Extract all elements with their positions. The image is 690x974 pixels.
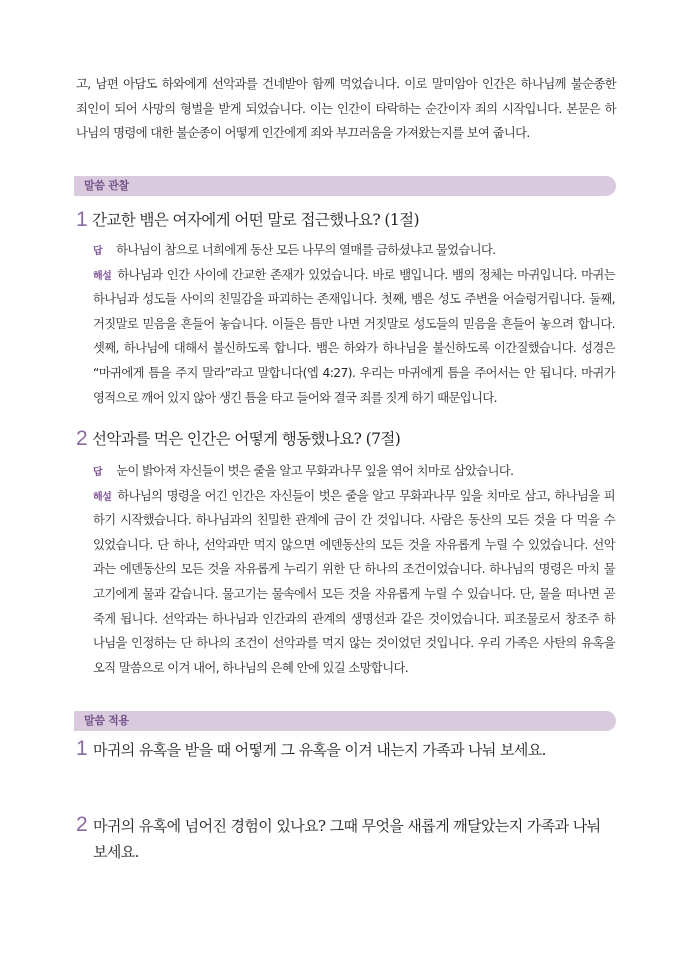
question-number: 1 (76, 208, 88, 231)
text-line: 고, 남편 아담도 하와에게 선악과를 건네받아 함께 먹었습니다. 이로 말미암아 인간은 하나님께 불순종한 (76, 77, 616, 91)
explain-line: 하기 시작했습니다. 하나님과의 친밀한 관계에 금이 간 것입니다. 사람은 동산의 모든 것을 다 먹을 수 (93, 513, 615, 528)
explain-line (93, 484, 615, 509)
question-number: 2 (76, 813, 88, 836)
explain-line: 하나님과 성도들 사이의 친밀감을 파괴하는 존재입니다. 첫째, 뱀은 성도 주변을 어슬렁거립니다. 둘째, (93, 292, 615, 307)
question-heading (76, 427, 400, 451)
answer-line (93, 238, 615, 263)
explain-line: 고기에게 물과 같습니다. 물고기는 물속에서 모든 것을 자유롭게 누릴 수 있습니다. 단, 물을 떠나면 곧 (93, 586, 615, 601)
section-title: 말씀 적용 (84, 714, 129, 727)
explain-line: 과는 에덴동산의 모든 것을 자유롭게 누리기 위한 단 하나의 조건이었습니다. 하나님의 명령은 마치 물 (93, 562, 615, 577)
explain-text: 하나님의 명령을 어긴 인간은 자신들이 벗은 줄을 알고 무화과나무 잎을 치마로 삼고, 하나님을 피 (117, 488, 615, 503)
answer-label: 답 (93, 467, 103, 478)
explain-line: 거짓말로 믿음을 흔들어 놓습니다. 이들은 틈만 나면 거짓말로 성도들의 믿음을 흔들어 놓으려 합니다. (93, 316, 615, 331)
question-heading (76, 208, 419, 232)
text-line: 죄인이 되어 사망의 형벌을 받게 되었습니다. 이는 인간이 타락하는 순간이자 죄의 시작입니다. 본문은 하 (76, 101, 616, 116)
application-question (76, 813, 616, 865)
section-header-application (74, 711, 616, 731)
explain-text: 하나님과 인간 사이에 간교한 존재가 있었습니다. 바로 뱀입니다. 뱀의 정체는 마귀입니다. 마귀는 (117, 267, 615, 282)
question-text (93, 813, 601, 865)
question-number: 1 (76, 737, 88, 760)
explain-line: 죽게 됩니다. 선악과는 하나님과 인간과의 관계의 생명선과 같은 것이었습니다. 피조물로서 창조주 하 (93, 611, 615, 626)
question-text: 간교한 뱀은 여자에게 어떤 말로 접근했나요? (1절) (92, 211, 419, 229)
explain-line: “마귀에게 틈을 주지 말라”라고 말합니다(엡 4:27). 우리는 마귀에게 틈을 주어서는 안 됩니다. 마귀가 (93, 365, 615, 380)
section-header-observation (74, 176, 616, 196)
section-title: 말씀 관찰 (84, 179, 129, 192)
question-text: 마귀의 유혹을 받을 때 어떻게 그 유혹을 이겨 내는지 가족과 나눠 보세요. (93, 741, 546, 759)
answer-block (93, 238, 615, 410)
explain-line: 셋째, 하나님에 대해서 불신하도록 합니다. 뱀은 하와가 하나님을 불신하도록 이간질했습니다. 성경은 (93, 341, 615, 356)
text-line: 마귀의 유혹에 넘어진 경험이 있나요? 그때 무엇을 새롭게 깨달았는지 가족과 나눠 (93, 817, 601, 835)
explain-line: 나님을 인정하는 단 하나의 조건이 선악과를 먹지 않는 것이었던 것입니다. 우리 가족은 사탄의 유혹을 (93, 636, 615, 651)
explain-line: 있었습니다. 단 하나, 선악과만 먹지 않으면 에덴동산의 모든 것을 자유롭게 누릴 수 있었습니다. 선악 (93, 537, 615, 552)
answer-block (93, 459, 615, 680)
explain-label: 해설 (93, 491, 112, 503)
answer-line (93, 459, 615, 484)
explain-line: 영적으로 깨어 있지 않아 생긴 틈을 타고 들어와 결국 죄를 짓게 하기 때문입니다. (93, 390, 497, 405)
explain-line (93, 263, 615, 288)
answer-text: 눈이 밝아져 자신들이 벗은 줄을 알고 무화과나무 잎을 엮어 치마로 삼았습니다. (116, 464, 514, 478)
application-question (76, 737, 616, 763)
intro-paragraph (76, 72, 616, 146)
text-line: 나님의 명령에 대한 불순종이 어떻게 인간에게 죄와 부끄러움을 가져왔는지를 보여 줍니다. (76, 126, 530, 141)
explain-line: 오직 말씀으로 이겨 내어, 하나님의 은혜 안에 있길 소망합니다. (93, 660, 409, 675)
answer-label: 답 (93, 246, 103, 257)
explain-label: 해설 (93, 270, 112, 282)
question-number: 2 (76, 427, 88, 450)
question-text: 선악과를 먹은 인간은 어떻게 행동했나요? (7절) (92, 430, 401, 448)
answer-text: 하나님이 참으로 너희에게 동산 모든 나무의 열매를 금하셨냐고 물었습니다. (116, 243, 496, 257)
text-line: 보세요. (93, 843, 139, 861)
